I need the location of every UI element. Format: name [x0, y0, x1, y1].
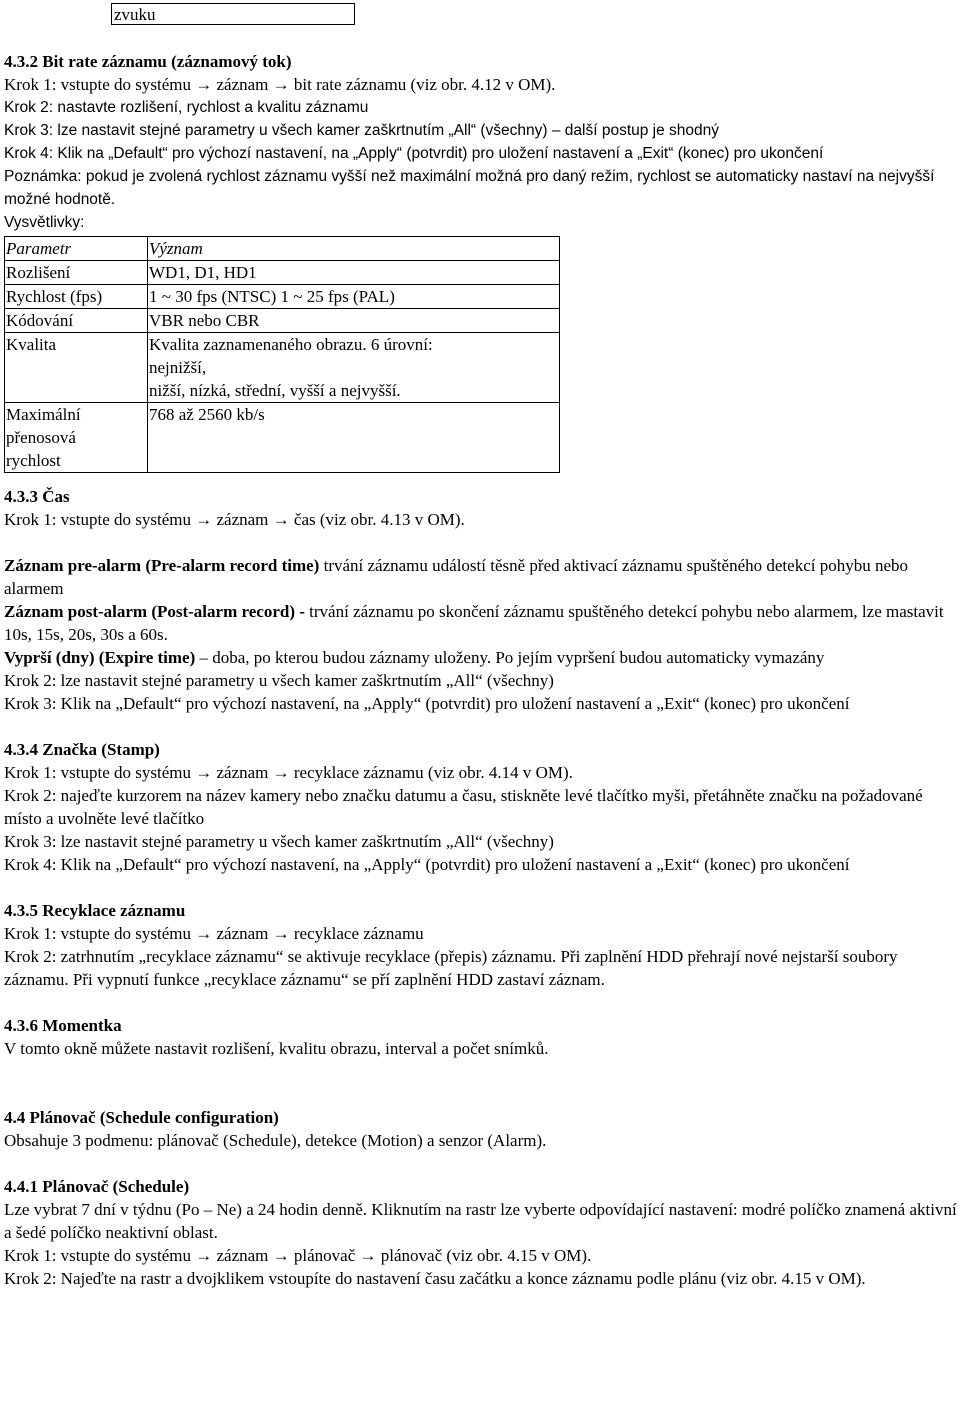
- section-heading-4-4: 4.4 Plánovač (Schedule configuration): [4, 1108, 279, 1127]
- s432-step3: Krok 3: lze nastavit stejné parametry u všech kamer zaškrtnutím „All“ (všechny) – další postup je shodný: [4, 122, 720, 139]
- postalarm-text: trvání záznamu po skončení záznamu spuštěného detekcí pohybu nebo alarmem, lze mastavit 10s, 15s, 20s, 30s a 60s.: [4, 602, 944, 644]
- s434-step4: Krok 4: Klik na „Default“ pro výchozí nastavení, na „Apply“ (potvrdit) pro uložení nastavení a „Exit“ (konec) pro ukončení: [4, 855, 850, 874]
- table-cell-meaning: 1 ~ 30 fps (NTSC) 1 ~ 25 fps (PAL): [148, 285, 560, 309]
- parameters-table: [4, 236, 560, 473]
- section-heading-4-3-5: 4.3.5 Recyklace záznamu: [4, 901, 186, 920]
- s432-note: Poznámka: pokud je zvolená rychlost záznamu vyšší než maximální možná pro daný režim, rychlost se automaticky nastaví na nejvyšší možné hodnotě.: [4, 168, 935, 208]
- table-cell-meaning: WD1, D1, HD1: [148, 261, 560, 285]
- table-row: [5, 309, 560, 333]
- s433-prealarm: [4, 554, 960, 600]
- table-header-meaning: Význam: [148, 237, 560, 261]
- s432-step4: Krok 4: Klik na „Default“ pro výchozí nastavení, na „Apply“ (potvrdit) pro uložení nastavení a „Exit“ (konec) pro ukončení: [4, 145, 824, 162]
- table-row: [5, 261, 560, 285]
- s435-step1: Krok 1: vstupte do systému → záznam → recyklace záznamu: [4, 924, 424, 943]
- s44-text: Obsahuje 3 podmenu: plánovač (Schedule), detekce (Motion) a senzor (Alarm).: [4, 1131, 547, 1150]
- table-cell-param: Kvalita: [5, 333, 148, 403]
- table-cell-meaning: [148, 333, 560, 403]
- table-cell-meaning: VBR nebo CBR: [148, 309, 560, 333]
- meaning-line: Kvalita zaznamenaného obrazu. 6 úrovní:: [149, 335, 433, 354]
- table-row: [5, 285, 560, 309]
- expire-label: Vyprší (dny) (Expire time): [4, 648, 196, 667]
- table-cell-param: Kódování: [5, 309, 148, 333]
- prealarm-label: Záznam pre-alarm (Pre-alarm record time): [4, 556, 320, 575]
- s434-step2: Krok 2: najeďte kurzorem na název kamery nebo značku datumu a času, stiskněte levé tlačítko myši, přetáhněte značku na požadované místo a uvolněte levé tlačítko: [4, 786, 923, 828]
- s433-step2: Krok 2: lze nastavit stejné parametry u všech kamer zaškrtnutím „All“ (všechny): [4, 671, 554, 690]
- document-body: [4, 50, 960, 1290]
- table-row: [5, 333, 560, 403]
- s433-step3: Krok 3: Klik na „Default“ pro výchozí nastavení, na „Apply“ (potvrdit) pro uložení nastavení a „Exit“ (konec) pro ukončení: [4, 694, 850, 713]
- s433-expire: [4, 646, 960, 669]
- section-heading-4-3-3: 4.3.3 Čas: [4, 487, 70, 506]
- s436-text: V tomto okně můžete nastavit rozlišení, kvalitu obrazu, interval a počet snímků.: [4, 1039, 549, 1058]
- table-cell-param: [5, 403, 148, 473]
- section-heading-4-3-2: 4.3.2 Bit rate záznamu (záznamový tok): [4, 52, 292, 71]
- s434-step3: Krok 3: lze nastavit stejné parametry u všech kamer zaškrtnutím „All“ (všechny): [4, 832, 554, 851]
- s441-text: Lze vybrat 7 dní v týdnu (Po – Ne) a 24 hodin denně. Kliknutím na rastr lze vyberte odpovídající nastavení: modré políčko znamená aktivní a šedé políčko neaktivní oblast.: [4, 1200, 957, 1242]
- s434-step1: Krok 1: vstupte do systému → záznam → recyklace záznamu (viz obr. 4.14 v OM).: [4, 763, 573, 782]
- param-line: přenosová: [6, 428, 76, 447]
- table-header-param: Parametr: [5, 237, 148, 261]
- top-table-cell: zvuku: [111, 3, 355, 25]
- meaning-line: nejnižší,: [149, 358, 207, 377]
- s432-step2: Krok 2: nastavte rozlišení, rychlost a kvalitu záznamu: [4, 99, 369, 116]
- s433-step1: Krok 1: vstupte do systému → záznam → čas (viz obr. 4.13 v OM).: [4, 510, 465, 529]
- s435-step2: Krok 2: zatrhnutím „recyklace záznamu“ se aktivuje recyklace (přepis) záznamu. Při zaplnění HDD přehrají nové nejstarší soubory záznamu. Při vypnutí funkce „recyklace záznamu“ se pří zaplnění HDD zastaví záznam.: [4, 947, 898, 989]
- section-heading-4-3-6: 4.3.6 Momentka: [4, 1016, 122, 1035]
- table-header-row: [5, 237, 560, 261]
- s441-step1: Krok 1: vstupte do systému → záznam → plánovač → plánovač (viz obr. 4.15 v OM).: [4, 1246, 592, 1265]
- section-heading-4-3-4: 4.3.4 Značka (Stamp): [4, 740, 160, 759]
- param-line: Maximální: [6, 405, 81, 424]
- legend-label: Vysvětlivky:: [4, 214, 85, 231]
- meaning-line: nižší, nízká, střední, vyšší a nejvyšší.: [149, 381, 401, 400]
- s432-step1: Krok 1: vstupte do systému → záznam → bit rate záznamu (viz obr. 4.12 v OM).: [4, 75, 556, 94]
- table-cell-meaning: 768 až 2560 kb/s: [148, 403, 560, 473]
- expire-text: – doba, po kterou budou záznamy uloženy. Po jejím vypršení budou automaticky vymazány: [195, 648, 825, 667]
- table-cell-param: Rychlost (fps): [5, 285, 148, 309]
- prealarm-text: trvání záznamu událostí těsně před aktivací záznamu spuštěného detekcí pohybu nebo alarmem: [4, 556, 909, 598]
- table-cell-param: Rozlišení: [5, 261, 148, 285]
- param-line: rychlost: [6, 451, 61, 470]
- section-heading-4-4-1: 4.4.1 Plánovač (Schedule): [4, 1177, 190, 1196]
- s441-step2: Krok 2: Najeďte na rastr a dvojklikem vstoupíte do nastavení času začátku a konce záznamu podle plánu (viz obr. 4.15 v OM).: [4, 1269, 866, 1288]
- table-row: [5, 403, 560, 473]
- s433-postalarm: [4, 600, 960, 646]
- postalarm-label: Záznam post-alarm (Post-alarm record) -: [4, 602, 305, 621]
